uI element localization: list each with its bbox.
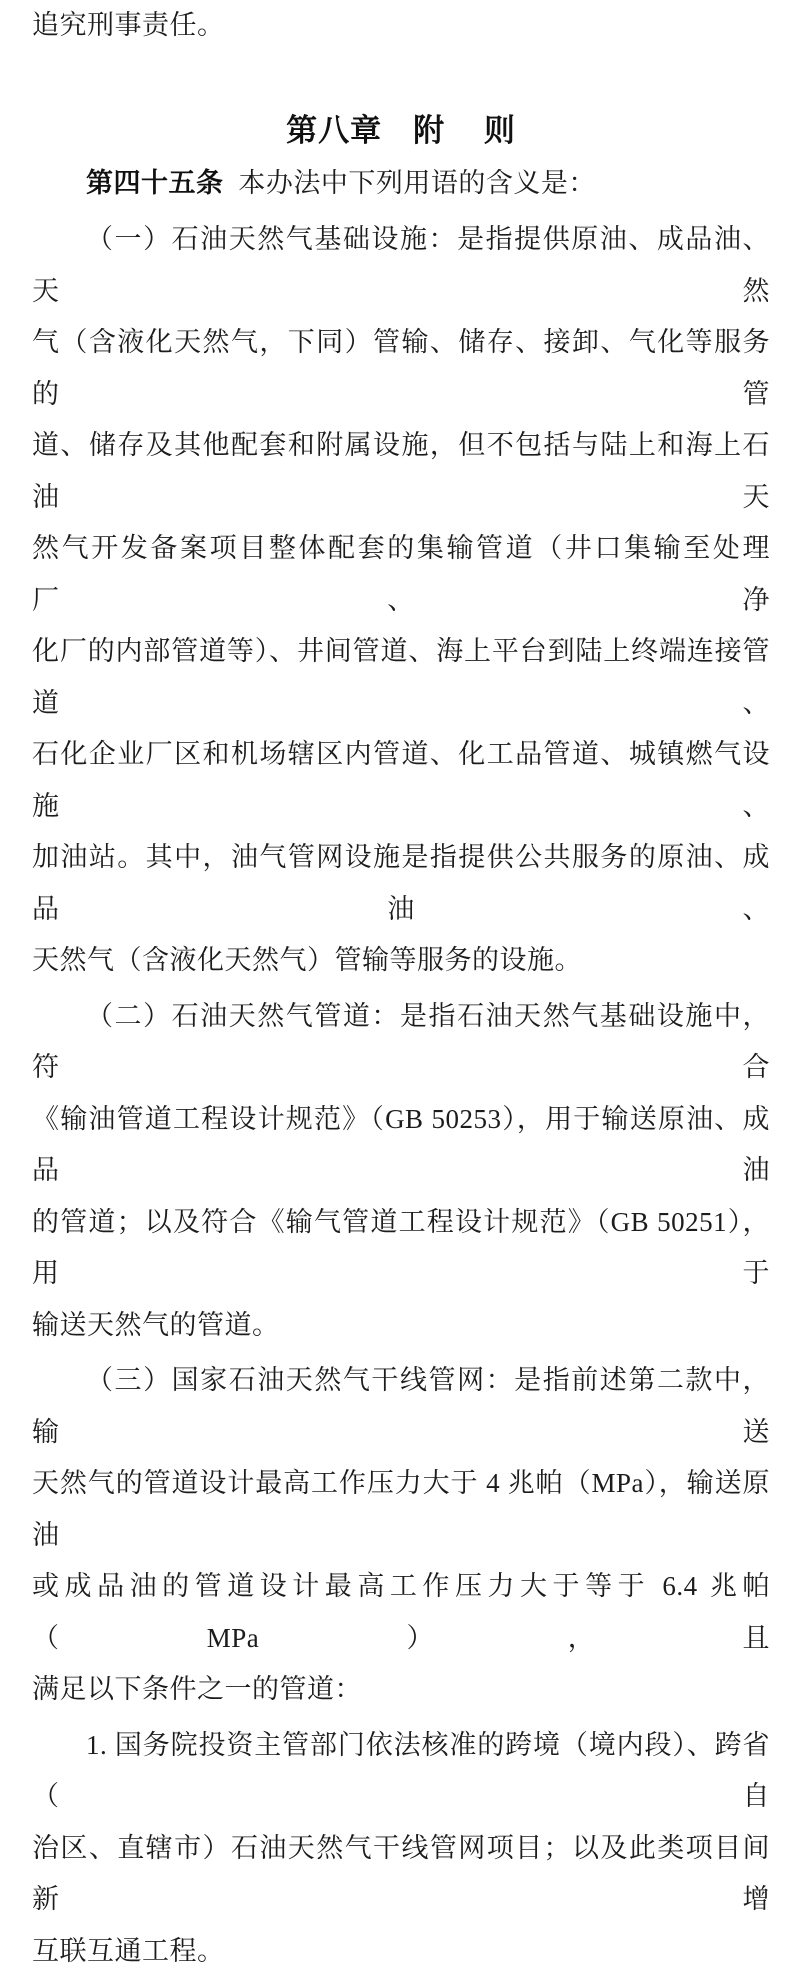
text-line: 1. 国务院投资主管部门依法核准的跨境（境内段）、跨省（自	[32, 1720, 770, 1823]
article-45-text: 本办法中下列用语的含义是：	[238, 168, 596, 198]
definition-item-3	[32, 1355, 770, 1716]
chapter-heading-number: 第八章	[286, 113, 382, 148]
text-line: （三）国家石油天然气干线管网：是指前述第二款中，输送	[32, 1355, 770, 1458]
text-line: 天然气（含液化天然气）管输等服务的设施。	[32, 935, 770, 987]
chapter-heading	[32, 110, 770, 152]
text-line: 石化企业厂区和机场辖区内管道、化工品管道、城镇燃气设施、	[32, 729, 770, 832]
text-line: 输送天然气的管道。	[32, 1300, 770, 1352]
definition-item-2	[32, 991, 770, 1352]
text-line: 气（含液化天然气，下同）管输、储存、接卸、气化等服务的管	[32, 317, 770, 420]
text-line: 道、储存及其他配套和附属设施，但不包括与陆上和海上石油天	[32, 420, 770, 523]
article-45-label: 第四十五条	[86, 168, 224, 198]
text-line: 然气开发备案项目整体配套的集输管道（井口集输至处理厂、净	[32, 523, 770, 626]
article-45-line	[32, 158, 770, 210]
chapter-heading-word-2: 则	[484, 113, 516, 148]
text-line: （一）石油天然气基础设施：是指提供原油、成品油、天然	[32, 214, 770, 317]
intro-line: 追究刑事责任。	[32, 0, 770, 52]
text-line: 满足以下条件之一的管道：	[32, 1664, 770, 1716]
text-line: 《输油管道工程设计规范》（GB 50253），用于输送原油、成品油	[32, 1094, 770, 1197]
text-line: 互联互通工程。	[32, 1926, 770, 1977]
sub-item-1	[32, 1720, 770, 1977]
text-line: （二）石油天然气管道：是指石油天然气基础设施中，符合	[32, 991, 770, 1094]
text-line: 加油站。其中，油气管网设施是指提供公共服务的原油、成品油、	[32, 832, 770, 935]
text-line: 治区、直辖市）石油天然气干线管网项目；以及此类项目间新增	[32, 1823, 770, 1926]
text-line: 或成品油的管道设计最高工作压力大于等于 6.4 兆帕（MPa），且	[32, 1561, 770, 1664]
text-line: 化厂的内部管道等）、井间管道、海上平台到陆上终端连接管道、	[32, 626, 770, 729]
text-line: 天然气的管道设计最高工作压力大于 4 兆帕（MPa），输送原油	[32, 1458, 770, 1561]
definition-item-1	[32, 214, 770, 987]
chapter-heading-word-1: 附	[413, 113, 445, 148]
text-line: 的管道；以及符合《输气管道工程设计规范》（GB 50251），用于	[32, 1197, 770, 1300]
